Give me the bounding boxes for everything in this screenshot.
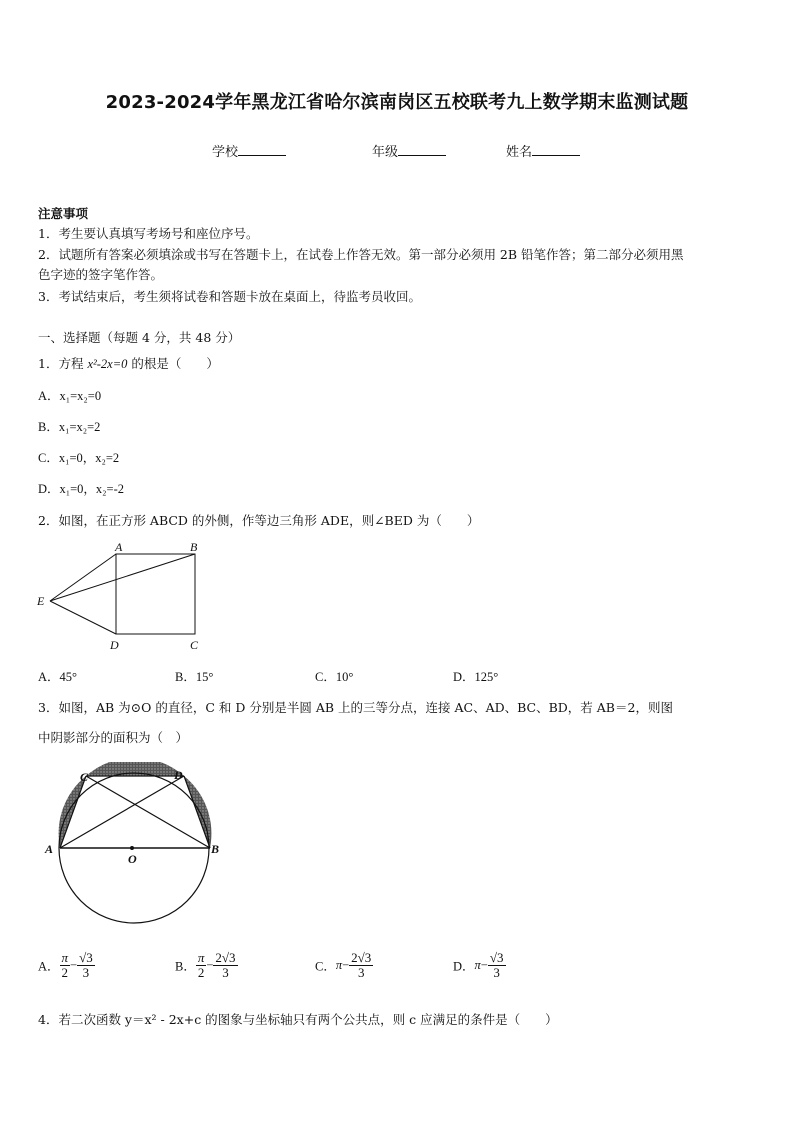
note-item-3: 3．考试结束后，考生须将试卷和答题卡放在桌面上，待监考员收回。	[38, 289, 421, 304]
label-d: D	[110, 638, 119, 652]
notes-heading: 注意事项	[38, 206, 89, 221]
q3-option-d[interactable]: D．π− $\frac{√3}{3}$	[453, 950, 504, 980]
q3-option-a[interactable]: A． $\frac{\pi}{2}$ − $\frac{√3}{3}$	[38, 950, 93, 980]
q3-option-b[interactable]: B． $\frac{\pi}{2}$ − $\frac{2√3}{3}$	[175, 950, 236, 980]
q3-circle-figure	[40, 762, 240, 932]
label-b: B	[190, 540, 198, 554]
label-b: B	[211, 842, 220, 856]
q1-equation: x²-2x=0	[87, 357, 128, 371]
label-c: C	[190, 638, 199, 652]
q1-option-a[interactable]: A．x₁=x₂=0	[38, 389, 102, 403]
label-d: D	[174, 768, 183, 782]
name-field[interactable]	[506, 141, 580, 160]
q2-option-c[interactable]: C．10°	[315, 670, 354, 684]
q3-stem-line2: 中阴影部分的面积为（ ）	[38, 730, 189, 745]
q3-option-c[interactable]: C．π− $\frac{2√3}{3}$	[315, 950, 372, 980]
section-heading: 一、选择题（每题 4 分，共 48 分）	[38, 330, 241, 345]
school-blank[interactable]	[238, 144, 286, 156]
name-label: 姓名	[506, 145, 533, 160]
q1-option-b[interactable]: B．x₁=x₂=2	[38, 420, 101, 434]
label-a: A	[115, 540, 123, 554]
page-title: 2023-2024学年黑龙江省哈尔滨南岗区五校联考九上数学期末监测试题	[105, 92, 689, 113]
q1-option-d[interactable]: D．x₁=0，x₂=-2	[38, 482, 125, 496]
label-a: A	[45, 842, 54, 856]
name-blank[interactable]	[532, 144, 580, 156]
grade-blank[interactable]	[398, 144, 446, 156]
q1-option-c[interactable]: C．x₁=0，x₂=2	[38, 451, 120, 465]
q3-stem-line1: 3．如图，AB 为⊙O 的直径，C 和 D 分别是半圆 AB 上的三等分点，连接 AC、AD、BC、BD，若 AB＝2，则图	[38, 700, 673, 715]
school-label: 学校	[212, 145, 239, 160]
q1-stem: 1．方程 x²-2x=0 的根是（ ）	[38, 356, 219, 371]
note-item-2: 2．试题所有答案必须填涂或书写在答题卡上，在试卷上作答无效。第一部分必须用 2B 铅笔作答；第二部分必须用黑	[38, 247, 684, 262]
note-item-1: 1．考生要认真填写考场号和座位序号。	[38, 226, 259, 241]
note-item-2-cont: 色字迹的签字笔作答。	[38, 267, 164, 282]
label-e: E	[37, 594, 45, 608]
school-field[interactable]	[212, 141, 286, 160]
q2-square-figure	[30, 538, 210, 653]
grade-label: 年级	[372, 145, 399, 160]
grade-field[interactable]	[372, 141, 446, 160]
q2-stem: 2．如图，在正方形 ABCD 的外侧，作等边三角形 ADE，则∠BED 为（ ）	[38, 513, 480, 528]
q2-option-a[interactable]: A．45°	[38, 670, 78, 684]
label-c: C	[80, 770, 89, 784]
q2-option-d[interactable]: D．125°	[453, 670, 499, 684]
q2-option-b[interactable]: B．15°	[175, 670, 214, 684]
q4-stem: 4．若二次函数 y＝x² - 2x+c 的图象与坐标轴只有两个公共点，则 c 应满足的条件是（ ）	[38, 1012, 558, 1027]
label-o: O	[128, 852, 137, 866]
